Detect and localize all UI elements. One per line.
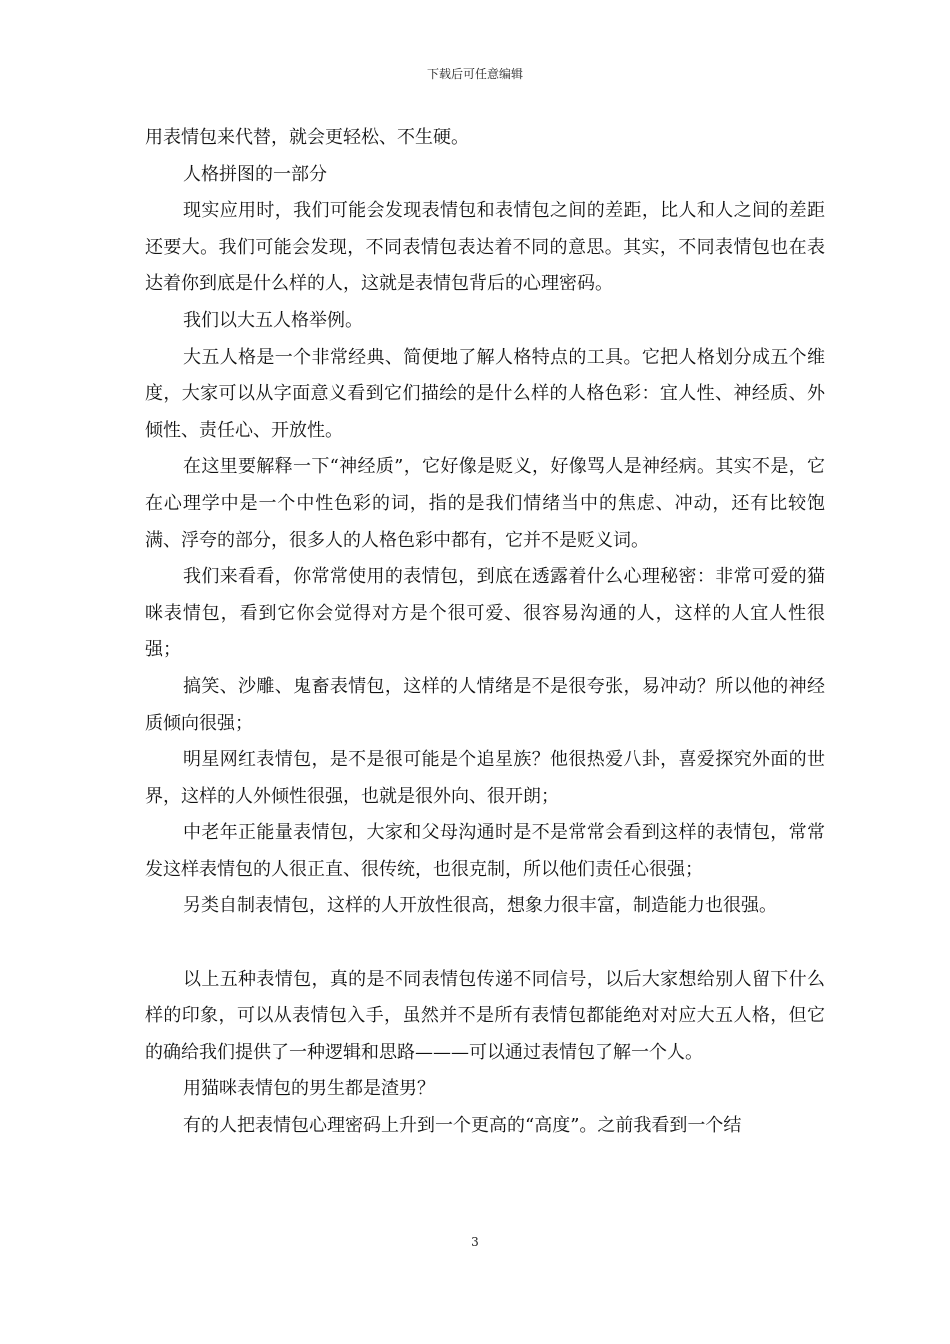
paragraph: 用表情包来代替，就会更轻松、不生硬。: [145, 127, 469, 148]
section-heading: 用猫咪表情包的男生都是渣男？: [183, 1078, 435, 1100]
document-body: [145, 120, 825, 1145]
paragraph: 明星网红表情包，是不是很可能是个追星族？他很热爱八卦，喜爱探究外面的世界，这样的人外倾性很强，也就是很外向、很开朗；: [145, 749, 825, 807]
paragraph: 以上五种表情包，真的是不同表情包传递不同信号，以后大家想给别人留下什么样的印象，可以从表情包入手，虽然并不是所有表情包都能绝对对应大五人格，但它的确给我们提供了一种逻辑和思路———可以通过表情包了解一个人。: [145, 968, 825, 1063]
page-header: 下载后可任意编辑: [426, 67, 523, 81]
paragraph: 搞笑、沙雕、鬼畜表情包，这样的人情绪是不是很夸张，易冲动？所以他的神经质倾向很强；: [145, 675, 825, 734]
blank-line: [145, 925, 825, 962]
paragraph: 我们来看看，你常常使用的表情包，到底在透露着什么心理秘密：非常可爱的猫咪表情包，看到它你会觉得对方是个很可爱、很容易沟通的人，这样的人宜人性很强；: [145, 566, 825, 661]
paragraph: 我们以大五人格举例。: [183, 309, 363, 331]
paragraph: 中老年正能量表情包，大家和父母沟通时是不是常常会看到这样的表情包，常常发这样表情包的人很正直、很传统，也很克制，所以他们责任心很强；: [145, 822, 825, 880]
paragraph: 现实应用时，我们可能会发现表情包和表情包之间的差距，比人和人之间的差距还要大。我们可能会发现，不同表情包表达着不同的意思。其实，不同表情包也在表达着你到底是什么样的人，这就是表情包背后的心理密码。: [145, 200, 825, 295]
paragraph: 在这里要解释一下“神经质”，它好像是贬义，好像骂人是神经病。其实不是，它在心理学中是一个中性色彩的词，指的是我们情绪当中的焦虑、冲动，还有比较饱满、浮夸的部分，很多人的人格色彩中都有，它并不是贬义词。: [145, 456, 825, 551]
paragraph: 有的人把表情包心理密码上升到一个更高的“高度”。之前我看到一个结: [183, 1115, 742, 1137]
page-number: 3: [471, 1235, 479, 1249]
paragraph: 另类自制表情包，这样的人开放性很高，想象力很丰富，制造能力也很强。: [183, 895, 777, 917]
section-heading: 人格拼图的一部分: [183, 163, 327, 185]
paragraph: 大五人格是一个非常经典、简便地了解人格特点的工具。它把人格划分成五个维度，大家可以从字面意义看到它们描绘的是什么样的人格色彩：宜人性、神经质、外倾性、责任心、开放性。: [145, 346, 825, 441]
